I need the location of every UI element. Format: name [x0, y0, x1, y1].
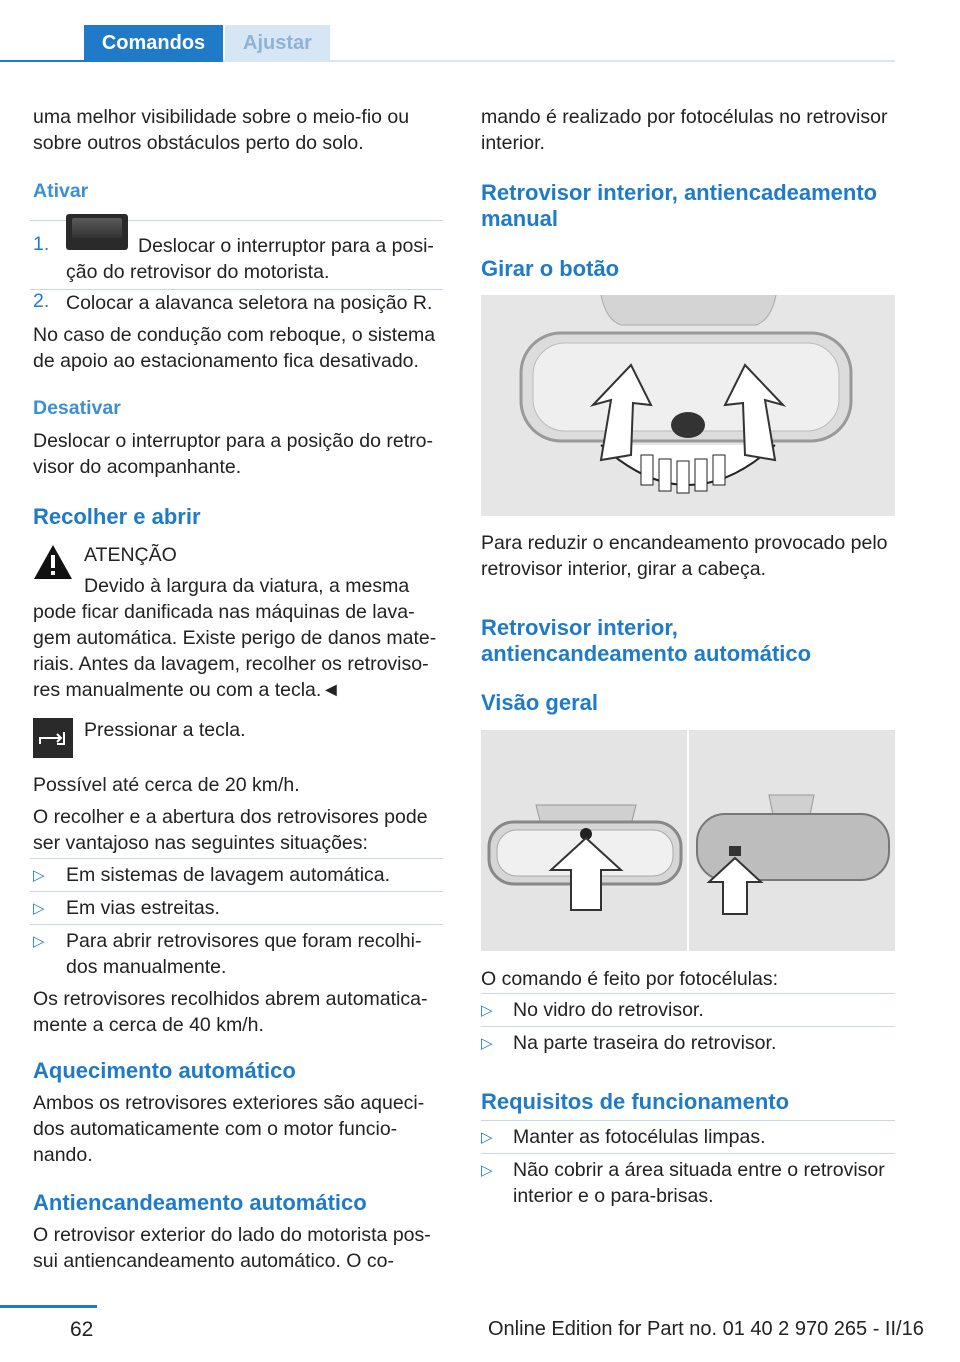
warning-text: pode ficar danificada nas máquinas de lava‐	[33, 601, 415, 623]
warning-icon	[33, 543, 73, 581]
heading-retrovisor-auto: Retrovisor interior,	[481, 615, 678, 640]
divider	[30, 891, 443, 892]
paragraph: Possível até cerca de 20 km/h.	[33, 774, 300, 796]
bullet-marker: ▷	[481, 1035, 493, 1052]
step-text: Deslocar o interruptor para a posi‐	[138, 235, 434, 257]
paragraph: nando.	[33, 1144, 93, 1166]
warning-text: res manualmente ou com a tecla.◄	[33, 679, 341, 701]
divider	[30, 924, 443, 925]
mirror-rotate-illustration	[481, 295, 895, 516]
heading-visao-geral: Visão geral	[481, 690, 598, 715]
tab-comandos[interactable]: Comandos	[84, 25, 223, 62]
header-rule-left	[0, 60, 84, 62]
list-item: Na parte traseira do retrovisor.	[513, 1032, 777, 1054]
paragraph: uma melhor visibilidade sobre o meio-fio ou	[33, 106, 410, 128]
bullet-marker: ▷	[33, 867, 45, 884]
divider	[481, 1026, 895, 1027]
paragraph: Ambos os retrovisores exteriores são aqueci‐	[33, 1092, 425, 1114]
list-item: Para abrir retrovisores que foram recolhi‐	[66, 930, 422, 952]
bullet-marker: ▷	[481, 1002, 493, 1019]
bullet-marker: ▷	[33, 933, 45, 950]
header-tabs	[0, 0, 960, 62]
warning-text: riais. Antes da lavagem, recolher os retroviso‐	[33, 653, 429, 675]
warning-text: Devido à largura da viatura, a mesma	[84, 575, 410, 597]
paragraph: de apoio ao estacionamento fica desativado.	[33, 350, 419, 372]
footer-rule	[0, 1305, 97, 1308]
paragraph: mente a cerca de 40 km/h.	[33, 1014, 264, 1036]
button-icon	[66, 214, 128, 250]
paragraph: mando é realizado por fotocélulas no retrovisor	[481, 106, 888, 128]
divider	[30, 858, 443, 859]
paragraph: retrovisor interior, girar a cabeça.	[481, 558, 767, 580]
paragraph: Pressionar a tecla.	[84, 719, 246, 741]
list-item: Em sistemas de lavagem automática.	[66, 864, 391, 886]
heading-retrovisor-manual: Retrovisor interior, antiencadeamento	[481, 180, 878, 205]
heading-aquecimento: Aquecimento automático	[33, 1058, 296, 1083]
list-item: dos manualmente.	[66, 956, 227, 978]
paragraph: dos automaticamente com o motor funcio‐	[33, 1118, 398, 1140]
bullet-marker: ▷	[33, 900, 45, 917]
heading-desativar: Desativar	[33, 397, 121, 419]
footer-edition: Online Edition for Part no. 01 40 2 970 265 - II/16	[488, 1318, 924, 1340]
step-number: 1.	[33, 233, 50, 255]
paragraph: sobre outros obstáculos perto do solo.	[33, 132, 364, 154]
step-text: ção do retrovisor do motorista.	[66, 261, 330, 283]
list-item: Em vias estreitas.	[66, 897, 220, 919]
heading-recolher: Recolher e abrir	[33, 504, 201, 529]
paragraph: Para reduzir o encandeamento provocado pelo	[481, 532, 888, 554]
paragraph: No caso de condução com reboque, o sistema	[33, 324, 436, 346]
paragraph: visor do acompanhante.	[33, 456, 242, 478]
bullet-marker: ▷	[481, 1129, 493, 1146]
heading-antiencandeamento: Antiencandeamento automático	[33, 1190, 367, 1215]
heading-girar: Girar o botão	[481, 256, 620, 281]
header-rule	[223, 60, 895, 62]
bullet-marker: ▷	[481, 1162, 493, 1179]
heading-retrovisor-auto: antiencandeamento automático	[481, 641, 812, 666]
paragraph: O recolher e a abertura dos retrovisores pode	[33, 806, 428, 828]
list-item: interior e o para-brisas.	[513, 1185, 714, 1207]
heading-ativar: Ativar	[33, 180, 89, 202]
paragraph: Os retrovisores recolhidos abrem automatica‐	[33, 988, 428, 1010]
list-item: Manter as fotocélulas limpas.	[513, 1126, 766, 1148]
divider	[481, 1153, 895, 1154]
heading-requisitos: Requisitos de funcionamento	[481, 1089, 790, 1114]
paragraph: O comando é feito por fotocélulas:	[481, 968, 779, 990]
paragraph: sui antiencandeamento automático. O co‐	[33, 1250, 394, 1272]
tab-ajustar[interactable]: Ajustar	[225, 25, 330, 62]
page-number: 62	[70, 1318, 94, 1341]
paragraph: O retrovisor exterior do lado do motorista pos‐	[33, 1224, 431, 1246]
paragraph: Deslocar o interruptor para a posição do retro‐	[33, 430, 433, 452]
mirror-front-illustration	[481, 730, 687, 951]
list-item: No vidro do retrovisor.	[513, 999, 704, 1021]
step-text: Colocar a alavanca seletora na posição R.	[66, 292, 433, 314]
paragraph: interior.	[481, 132, 545, 154]
warning-title: ATENÇÃO	[84, 544, 177, 566]
divider	[481, 1120, 895, 1121]
step-number: 2.	[33, 290, 50, 312]
fold-mirror-button-icon	[33, 718, 73, 758]
heading-retrovisor-manual: manual	[481, 206, 559, 231]
list-item: Não cobrir a área situada entre o retrovisor	[513, 1159, 885, 1181]
paragraph: ser vantajoso nas seguintes situações:	[33, 832, 368, 854]
divider	[481, 993, 895, 994]
warning-text: gem automática. Existe perigo de danos mate‐	[33, 627, 437, 649]
mirror-back-illustration	[689, 730, 895, 951]
